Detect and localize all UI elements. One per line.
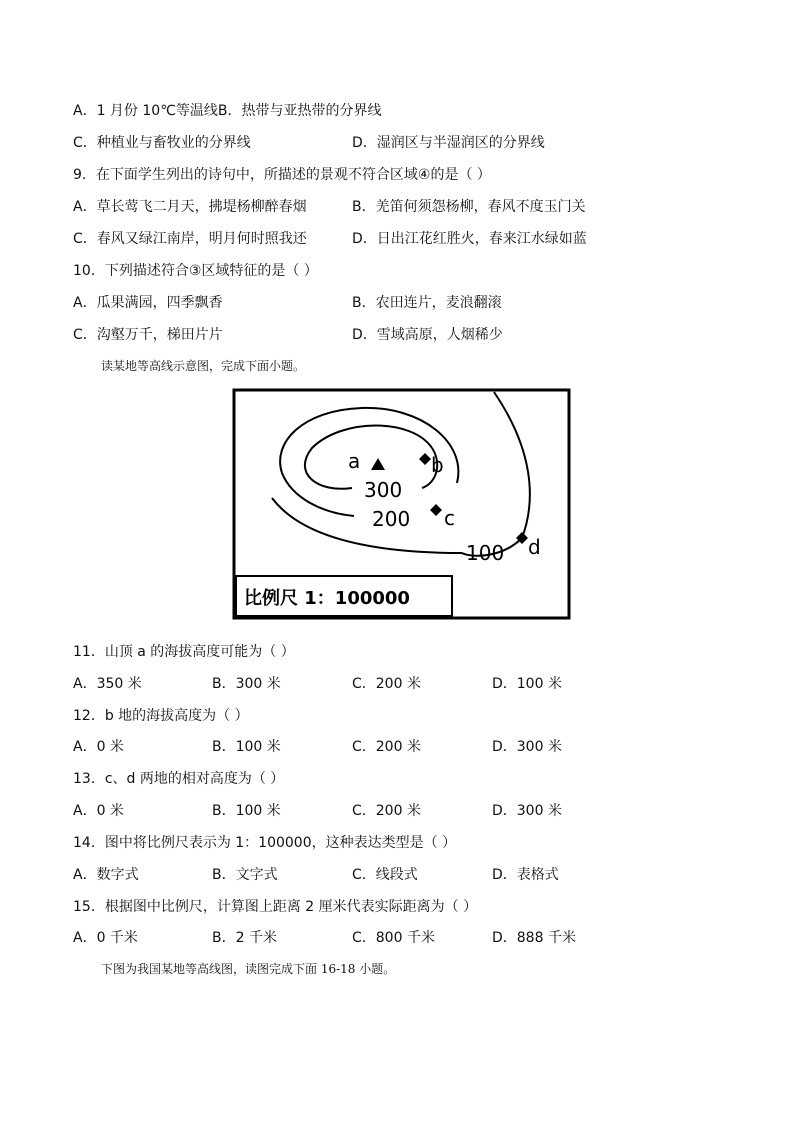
q10-option-c: C．沟壑万千，梯田片片 [73,327,223,343]
q15-option-b: B．2 千米 [212,930,277,946]
q13-option-b: B．100 米 [212,803,281,819]
q11-option-c: C．200 米 [352,676,421,692]
q11-stem: 11．山顶 a 的海拔高度可能为（ ） [73,644,295,660]
q8-option-c: C．种植业与畜牧业的分界线 [73,135,251,151]
q9-option-d: D．日出江花红胜火，春来江水绿如蓝 [352,231,587,247]
q13-option-a: A．0 米 [73,803,124,819]
q11-option-d: D．100 米 [492,676,562,692]
q9-option-a: A．草长莺飞二月天，拂堤杨柳醉春烟 [73,199,307,215]
section-intro-contour-map-2: 下图为我国某地等高线图，读图完成下面 16-18 小题。 [101,962,396,976]
contour-label-100: 100 [466,541,505,565]
q15-option-d: D．888 千米 [492,930,576,946]
q12-option-a: A．0 米 [73,739,124,755]
q12-option-c: C．200 米 [352,739,421,755]
q12-stem: 12．b 地的海拔高度为（ ） [73,708,249,724]
q8-option-b: B．热带与亚热带的分界线 [217,103,382,119]
scale-text: 比例尺 1：100000 [244,588,410,609]
label-c: c [444,506,455,530]
q8-option-a: A．1 月份 10℃等温线 [73,103,218,119]
q13-option-c: C．200 米 [352,803,421,819]
q11-option-b: B．300 米 [212,676,281,692]
q8-option-ab [73,101,382,121]
q12-option-b: B．100 米 [212,739,281,755]
q9-stem: 9．在下面学生列出的诗句中，所描述的景观不符合区域④的是（ ） [73,167,491,183]
label-a: a [348,449,361,473]
q15-option-a: A．0 千米 [73,930,138,946]
q14-option-a: A．数字式 [73,867,139,883]
contour-label-200: 200 [372,507,411,531]
q13-option-d: D．300 米 [492,803,562,819]
q10-stem: 10．下列描述符合③区域特征的是（ ） [73,263,318,279]
label-b: b [431,453,444,477]
q14-option-c: C．线段式 [352,867,418,883]
q14-option-b: B．文字式 [212,867,278,883]
q15-stem: 15．根据图中比例尺，计算图上距离 2 厘米代表实际距离为（ ） [73,899,478,915]
q9-option-b: B．羌笛何须怨杨柳，春风不度玉门关 [352,199,586,215]
q10-option-a: A．瓜果满园，四季飘香 [73,295,223,311]
q14-option-d: D．表格式 [492,867,559,883]
q10-option-b: B．农田连片，麦浪翻滚 [352,295,502,311]
q12-option-d: D．300 米 [492,739,562,755]
contour-label-300: 300 [364,478,403,502]
label-d: d [528,535,541,559]
q11-option-a: A．350 米 [73,676,142,692]
section-intro-contour-map: 读某地等高线示意图，完成下面小题。 [101,359,306,373]
q8-option-d: D．湿润区与半湿润区的分界线 [352,135,545,151]
q14-stem: 14．图中将比例尺表示为 1：100000，这种表达类型是（ ） [73,835,457,851]
q9-option-c: C．春风又绿江南岸，明月何时照我还 [73,231,307,247]
q13-stem: 13．c、d 两地的相对高度为（ ） [73,771,285,787]
contour-map-figure [232,388,571,620]
q15-option-c: C．800 千米 [352,930,435,946]
q10-option-d: D．雪域高原，人烟稀少 [352,327,503,343]
contour-map-svg [232,388,571,620]
